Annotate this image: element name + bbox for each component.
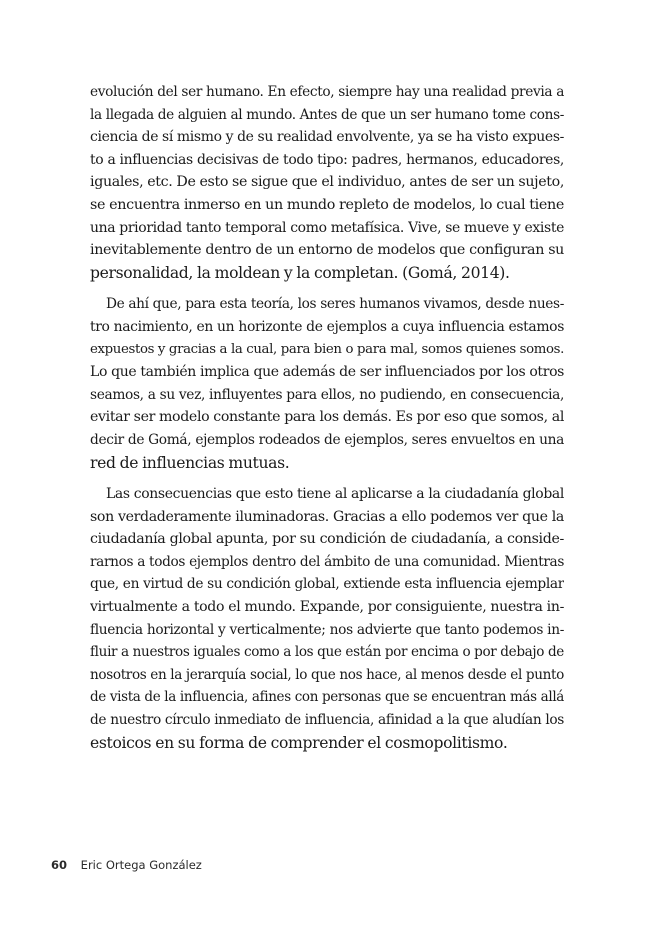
text-line: inevitablemente dentro de un entorno de modelos que configuran su <box>90 242 564 259</box>
text-line: to a influencias decisivas de todo tipo: padres, hermanos, educadores, <box>90 151 564 168</box>
text-line: personalidad, la moldean y la completan. (Gomá, 2014). <box>90 263 510 282</box>
text-line: iguales, etc. De esto se sigue que el individuo, antes de ser un sujeto, <box>90 174 564 191</box>
page-footer <box>51 858 202 872</box>
text-line: la llegada de alguien al mundo. Antes de que un ser humano tome cons- <box>90 106 564 123</box>
text-line: red de influencias mutuas. <box>90 453 290 472</box>
text-line: una prioridad tanto temporal como metafísica. Vive, se mueve y existe <box>90 219 564 236</box>
text-line: evitar ser modelo constante para los demás. Es por eso que somos, al <box>90 409 564 426</box>
page-body <box>90 81 564 763</box>
text-line: se encuentra inmerso en un mundo repleto de modelos, lo cual tiene <box>90 196 564 213</box>
text-line: fluir a nuestros iguales como a los que están por encima o por debajo de <box>90 644 564 661</box>
text-line: ciencia de sí mismo y de su realidad envolvente, ya se ha visto expues- <box>90 129 564 146</box>
text-line: de nuestro círculo inmediato de influencia, afinidad a la que aludían los <box>90 712 564 729</box>
footer-author: Eric Ortega González <box>80 858 202 872</box>
text-line: Lo que también implica que además de ser influenciados por los otros <box>90 364 564 381</box>
text-line: virtualmente a todo el mundo. Expande, por consiguiente, nuestra in- <box>90 599 564 616</box>
text-line: estoicos en su forma de comprender el cosmopolitismo. <box>90 733 508 752</box>
text-line: nosotros en la jerarquía social, lo que nos hace, al menos desde el punto <box>90 666 564 683</box>
text-line: ciudadanía global apunta, por su condición de ciudadanía, a conside- <box>90 531 564 548</box>
text-line: decir de Gomá, ejemplos rodeados de ejemplos, seres envueltos en una <box>90 431 564 448</box>
text-line: que, en virtud de su condición global, extiende esta influencia ejemplar <box>90 576 564 593</box>
text-line: seamos, a su vez, influyentes para ellos, no pudiendo, en consecuencia, <box>90 386 564 403</box>
paragraph-1 <box>90 81 564 284</box>
paragraph-2 <box>90 293 564 474</box>
text-line: rarnos a todos ejemplos dentro del ámbito de una comunidad. Mientras <box>90 553 564 570</box>
text-line: De ahí que, para esta teoría, los seres humanos vivamos, desde nues- <box>106 296 564 313</box>
text-line: Las consecuencias que esto tiene al aplicarse a la ciudadanía global <box>106 486 564 503</box>
text-line: de vista de la influencia, afines con personas que se encuentran más allá <box>90 689 564 706</box>
text-line: fluencia horizontal y verticalmente; nos advierte que tanto podemos in- <box>90 621 564 638</box>
text-line: son verdaderamente iluminadoras. Gracias a ello podemos ver que la <box>90 508 564 525</box>
paragraph-3 <box>90 483 564 754</box>
text-line: expuestos y gracias a la cual, para bien o para mal, somos quienes somos. <box>90 341 564 357</box>
page-number: 60 <box>51 858 68 872</box>
text-line: evolución del ser humano. En efecto, siempre hay una realidad previa a <box>90 84 564 100</box>
text-line: tro nacimiento, en un horizonte de ejemplos a cuya influencia estamos <box>90 318 564 335</box>
